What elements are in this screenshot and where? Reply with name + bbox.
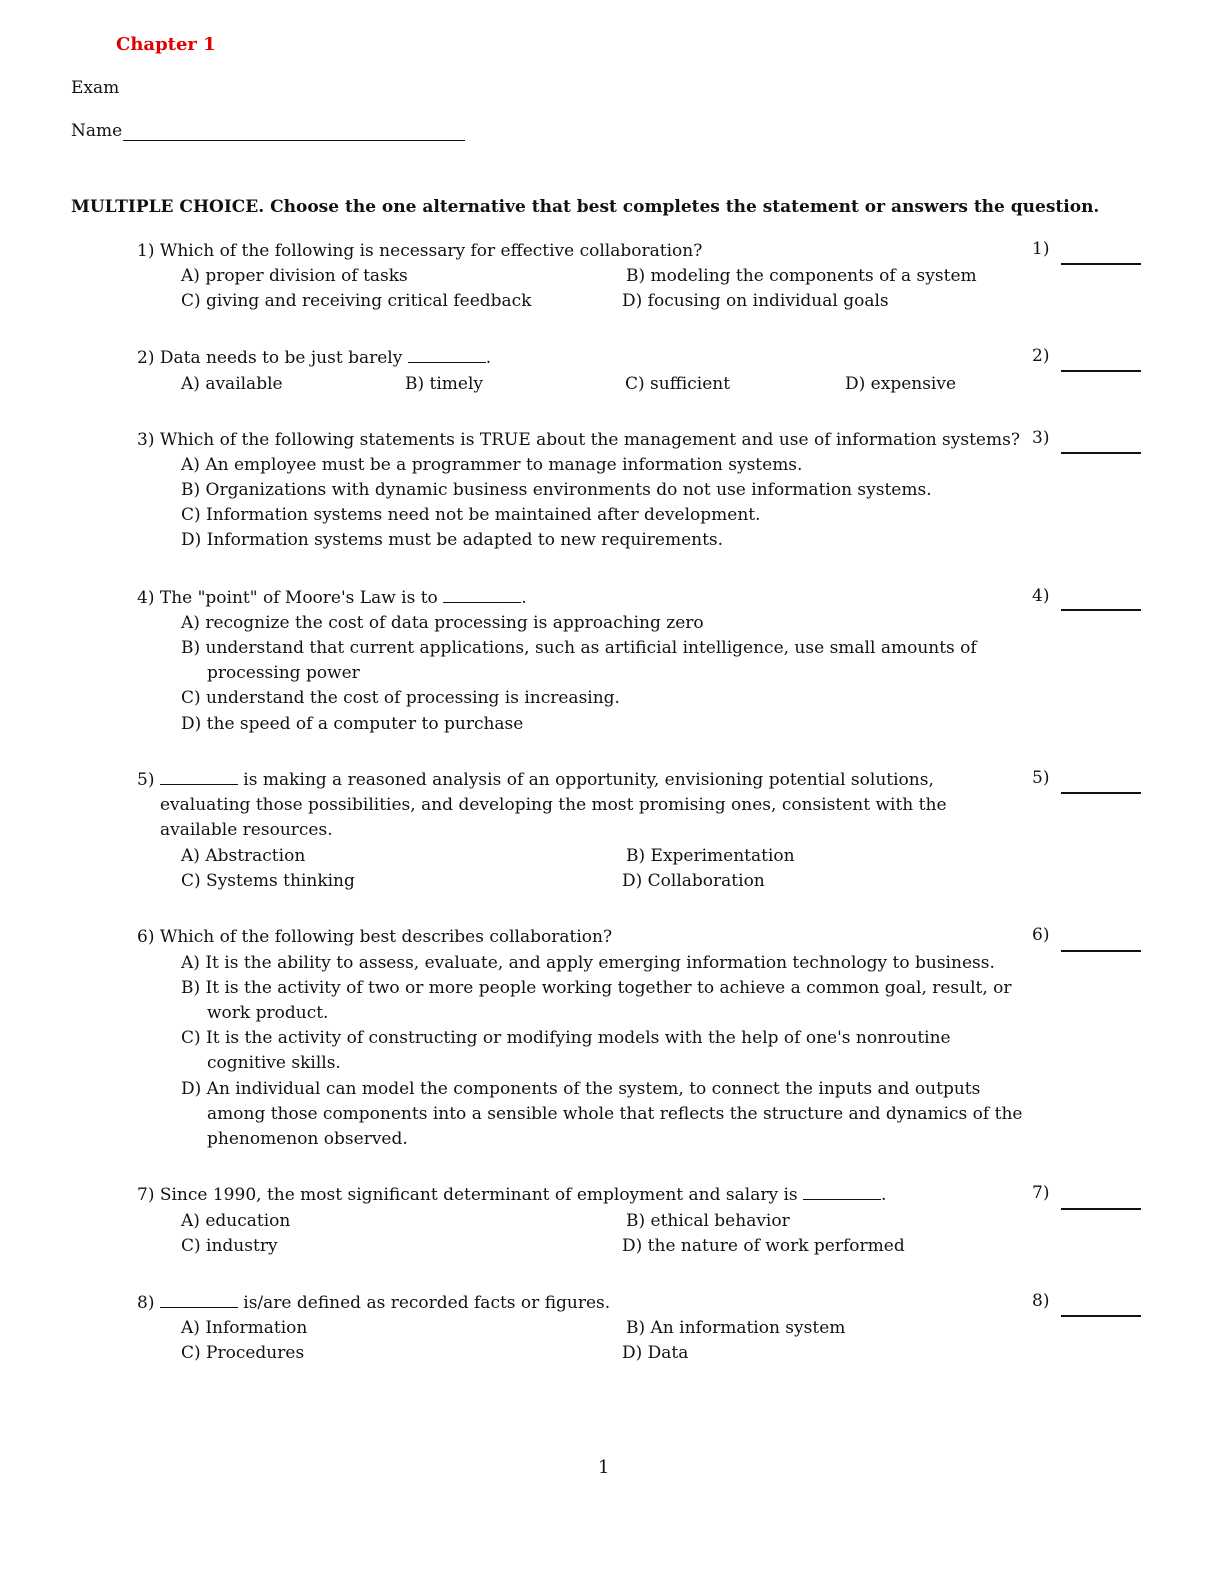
question-7-option-d[interactable]: D) the nature of work performed — [622, 1236, 905, 1256]
name-field[interactable] — [71, 121, 465, 141]
question-7-answer-blank[interactable] — [1061, 1208, 1141, 1210]
chapter-title: Chapter 1 — [116, 34, 216, 55]
question-5-option-b[interactable]: B) Experimentation — [626, 846, 795, 866]
question-7-option-b[interactable]: B) ethical behavior — [626, 1211, 790, 1231]
question-5-option-c[interactable]: C) Systems thinking — [181, 871, 355, 891]
question-3-answer-blank[interactable] — [1061, 452, 1141, 454]
question-6-option-c[interactable]: C) It is the activity of constructing or modifying models with the help of one's nonroutine cognitive skills. — [181, 1028, 951, 1073]
question-8-option-a[interactable]: A) Information — [181, 1318, 308, 1338]
question-2-stem: 2) Data needs to be just barely . — [137, 348, 492, 368]
question-8-option-c[interactable]: C) Procedures — [181, 1343, 305, 1363]
exam-label: Exam — [71, 78, 120, 98]
question-2-answer-number: 2) — [1032, 346, 1050, 366]
question-2-option-b[interactable]: B) timely — [405, 374, 484, 394]
question-4-answer-number: 4) — [1032, 586, 1050, 606]
question-6-option-b[interactable]: B) It is the activity of two or more people working together to achieve a common goal, result, or work product. — [181, 978, 1012, 1023]
question-6-answer-number: 6) — [1032, 925, 1050, 945]
question-4-option-a[interactable]: A) recognize the cost of data processing is approaching zero — [181, 613, 704, 633]
question-4-option-d[interactable]: D) the speed of a computer to purchase — [181, 714, 524, 734]
question-2-option-c[interactable]: C) sufficient — [625, 374, 731, 394]
question-6-answer-blank[interactable] — [1061, 950, 1141, 952]
question-3-answer-number: 3) — [1032, 428, 1050, 448]
question-5-answer-blank[interactable] — [1061, 792, 1141, 794]
question-5-stem: 5) is making a reasoned analysis of an opportunity, envisioning potential solutions, evaluating those possibilities, and developing the most promising ones, consistent with the available resources. — [137, 770, 947, 840]
question-7-answer-number: 7) — [1032, 1183, 1050, 1203]
question-6-option-a[interactable]: A) It is the ability to assess, evaluate, and apply emerging information technology to business. — [181, 953, 995, 973]
question-7-stem: 7) Since 1990, the most significant determinant of employment and salary is . — [137, 1185, 887, 1205]
name-label: Name — [71, 121, 123, 141]
question-3-option-b[interactable]: B) Organizations with dynamic business environments do not use information systems. — [181, 480, 932, 500]
question-5-option-d[interactable]: D) Collaboration — [622, 871, 765, 891]
instructions: MULTIPLE CHOICE. Choose the one alternative that best completes the statement or answers the question. — [71, 197, 1100, 217]
question-7-option-a[interactable]: A) education — [181, 1211, 291, 1231]
page-number: 1 — [598, 1457, 610, 1478]
question-5-answer-number: 5) — [1032, 768, 1050, 788]
question-1-answer-blank[interactable] — [1061, 263, 1141, 265]
question-1-answer-number: 1) — [1032, 239, 1050, 259]
question-6-option-d[interactable]: D) An individual can model the components of the system, to connect the inputs and outputs among those components into a sensible whole that reflects the structure and dynamics of the phenomenon observed. — [181, 1079, 1023, 1149]
question-1-stem: 1) Which of the following is necessary for effective collaboration? — [137, 241, 703, 261]
inline-blank — [160, 768, 238, 785]
question-6-stem: 6) Which of the following best describes collaboration? — [137, 927, 613, 947]
question-3-stem: 3) Which of the following statements is TRUE about the management and use of information systems? — [137, 430, 1020, 450]
inline-blank — [803, 1183, 881, 1200]
question-3-option-c[interactable]: C) Information systems need not be maintained after development. — [181, 505, 761, 525]
question-8-option-b[interactable]: B) An information system — [626, 1318, 846, 1338]
question-8-answer-number: 8) — [1032, 1291, 1050, 1311]
question-3-option-a[interactable]: A) An employee must be a programmer to manage information systems. — [181, 455, 803, 475]
inline-blank — [443, 586, 521, 603]
name-blank-line[interactable] — [123, 122, 465, 141]
question-1-option-d[interactable]: D) focusing on individual goals — [622, 291, 889, 311]
question-1-option-c[interactable]: C) giving and receiving critical feedback — [181, 291, 532, 311]
question-4-answer-blank[interactable] — [1061, 609, 1141, 611]
question-5-option-a[interactable]: A) Abstraction — [181, 846, 306, 866]
question-1-option-a[interactable]: A) proper division of tasks — [181, 266, 408, 286]
question-8-stem: 8) is/are defined as recorded facts or figures. — [137, 1293, 611, 1313]
question-3-option-d[interactable]: D) Information systems must be adapted to new requirements. — [181, 530, 724, 550]
question-2-answer-blank[interactable] — [1061, 370, 1141, 372]
question-2-option-d[interactable]: D) expensive — [845, 374, 957, 394]
question-8-answer-blank[interactable] — [1061, 1315, 1141, 1317]
question-4-option-c[interactable]: C) understand the cost of processing is increasing. — [181, 688, 620, 708]
inline-blank — [408, 346, 486, 363]
question-4-stem: 4) The "point" of Moore's Law is to . — [137, 588, 527, 608]
question-2-option-a[interactable]: A) available — [181, 374, 283, 394]
question-7-option-c[interactable]: C) industry — [181, 1236, 278, 1256]
question-1-option-b[interactable]: B) modeling the components of a system — [626, 266, 977, 286]
question-4-option-b[interactable]: B) understand that current applications, such as artificial intelligence, use small amounts of processing power — [181, 638, 977, 683]
question-8-option-d[interactable]: D) Data — [622, 1343, 689, 1363]
inline-blank — [160, 1291, 238, 1308]
